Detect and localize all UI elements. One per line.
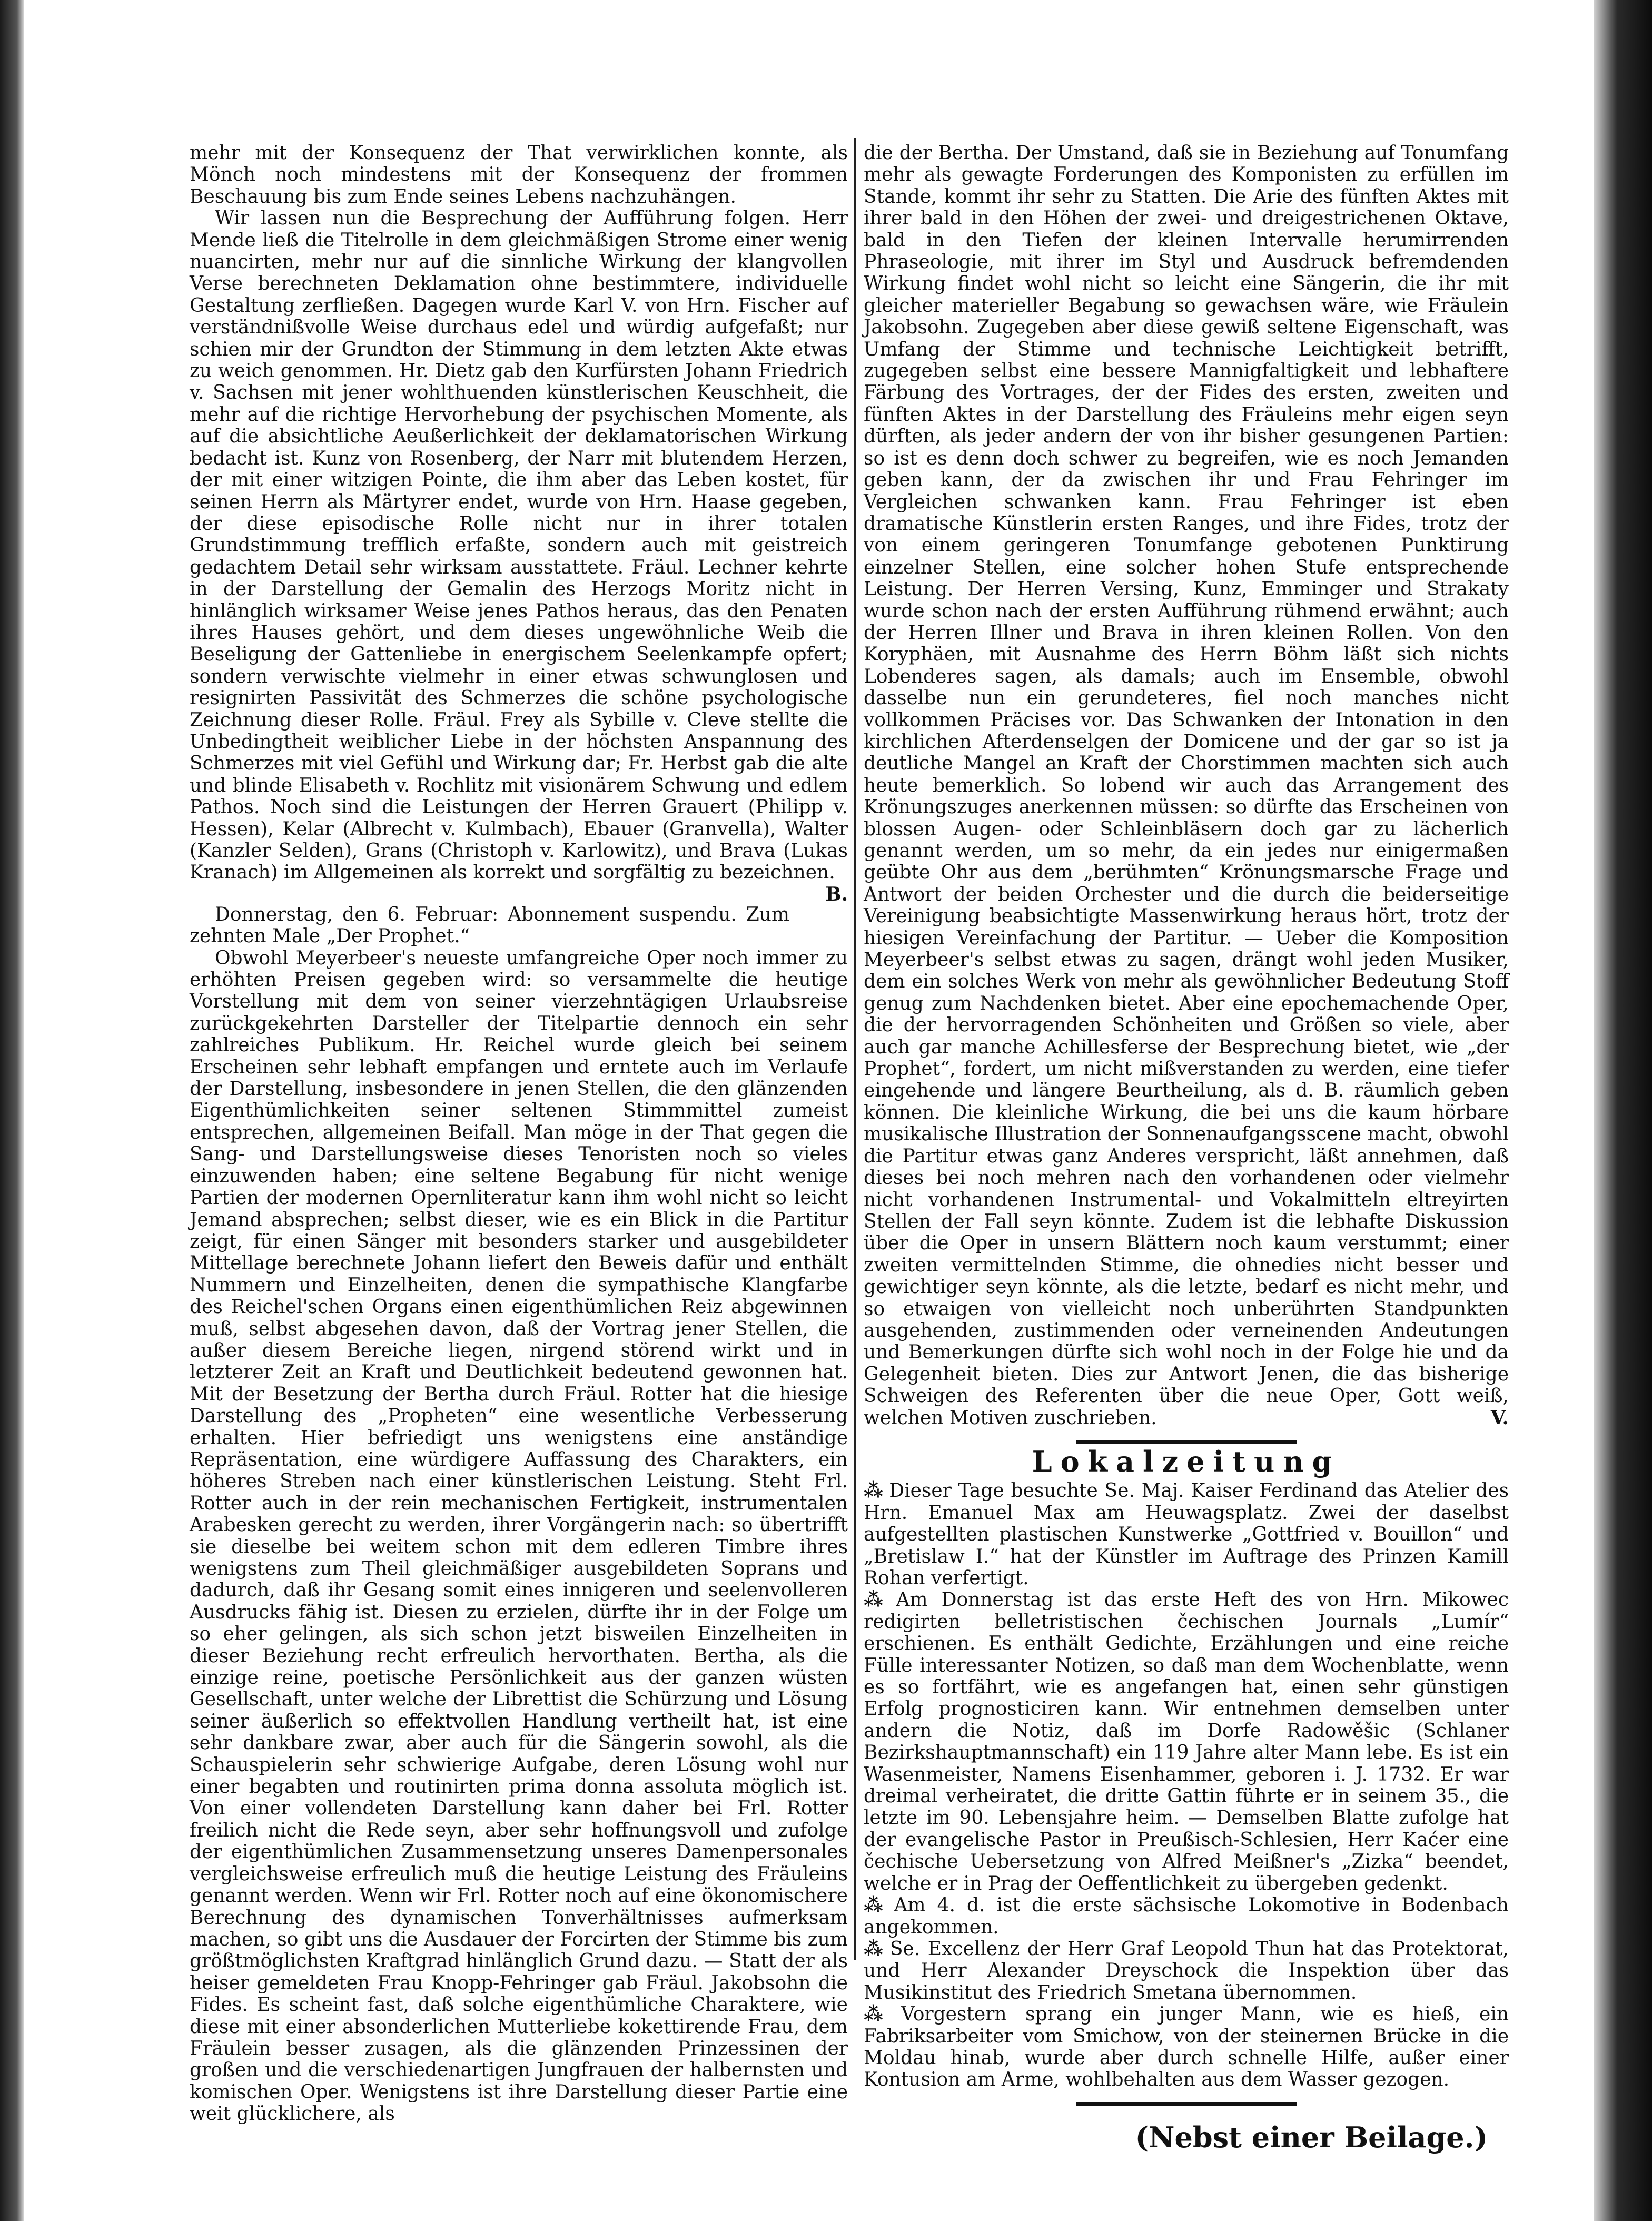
news-item bbox=[864, 1938, 1509, 2003]
column-divider bbox=[854, 138, 856, 1960]
paragraph-text: die der Bertha. Der Umstand, daß sie in Beziehung auf Tonumfang mehr als gewagte Forderungen des Komponisten zu erfüllen im Stande, kommt ihr sehr zu Statten. Die Arie des fünften Aktes mit ihrer bald in den Höhen der zwei- und dreigestrichenen Oktave, bald in den Tiefen der kleinen Intervalle herumirrenden Phraseologie, mit ihrer im Styl und Ausdruck befremdenden Wirkung findet wohl nicht so leicht eine Sängerin, die ihr mit gleicher materieller Begabung so gewachsen wäre, wie Fräulein Jakobsohn. Zugegeben aber diese gewiß seltene Eigenschaft, was Umfang der Stimme und technische Leichtigkeit betrifft, zugegeben selbst eine bessere Mannigfaltigkeit und lebhaftere Färbung des Vortrages, der der Fides des ersten, zweiten und fünften Aktes in der Darstellung des Fräuleins mehr eigen seyn dürften, als jeder andern der von ihr bisher gesungenen Partien: so ist es denn doch schwer zu begreifen, wie es noch Jemanden geben kann, der da zwischen ihr und Frau Fehringer im Vergleichen schwanken kann. Frau Fehringer ist eben dramatische Künstlerin ersten Ranges, und ihre Fides, trotz der von einem geringeren Tonumfange gebotenen Punktirung einzelner Stellen, eine solcher hohen Stufe entsprechende Leistung. Der Herren Versing, Kunz, Emminger und Strakaty wurde schon nach der ersten Aufführung rühmend erwähnt; auch der Herren Illner und Brava in ihren kleinen Rollen. Von den Koryphäen, mit Ausnahme des Herrn Böhm läßt sich nichts Lobenderes sagen, als damals; auch im Ensemble, obwohl dasselbe nun ein gerundeteres, fiel noch manches nicht vollkommen Präcises vor. Das Schwanken der Intonation in den kirchlichen Afterdenselgen der Domicene und der gar so ist ja deutliche Mangel an Kraft der Chorstimmen machten sich auch heute bemerklich. So lobend wir auch das Arrangement des Krönungszuges anerkennen müssen: so dürfte das Erscheinen von blossen Augen- oder Schleinbläsern doch gar zu lächerlich genannt werden, um so mehr, da ein jedes nur einigermaßen geübte Ohr aus dem „berühmten“ Krönungsmarsche Frage und Antwort der beiden Orchester und die durch die beiderseitige Vereinigung beabsichtigte Massenwirkung heraus hört, trotz der hiesigen Vereinfachung der Partitur. — Ueber die Komposition Meyerbeer's selbst etwas zu sagen, drängt wohl jeden Musiker, dem ein solches Werk von mehr als gewöhnlicher Bedeutung Stoff genug zum Nachdenken bietet. Aber eine epochemachende Oper, die der hervorragenden Schönheiten und Größen so viele, aber auch gar manche Achillesferse der Besprechung bietet, wie „der Prophet“, fordert, um nicht mißverstanden zu werden, eine tiefer eingehende und längere Beurtheilung, als d. B. räumlich geben können. Die kleinliche Wirkung, die bei uns die kaum hörbare musikalische Illustration der Sonnenaufgangsscene macht, obwohl die Partitur etwas ganz Anderes verspricht, läßt annehmen, daß dieses bei noch mehren nach den vorhandenen oder vielmehr nicht vorhandenen Instrumental- und Vokalmitteln eltreyirten Stellen der Fall seyn könnte. Zudem ist die lebhafte Diskussion über die Oper in unsern Blättern noch kaum verstummt; einer zweiten vermittelnden Stimme, die ohnedies nicht besser und gewichtiger seyn könnte, als die letzte, bedarf es nicht mehr, und so etwaigen von vielleicht noch unberührten Standpunkten ausgehenden, zustimmenden oder verneinenden Andeutungen und Bemerkungen dürfte sich wohl noch in der Folge hie und da Gelegenheit bieten. Dies zur Antwort Jenen, die das bisherige Schweigen des Referenten über die neue Oper, Gott weiß, welchen Motiven zuschrieben. bbox=[864, 142, 1509, 1429]
bullet-icon: ⁂ bbox=[864, 2003, 896, 2026]
paragraph bbox=[864, 142, 1509, 1429]
author-signature: B. bbox=[825, 883, 848, 905]
section-title: Lokalzeitung bbox=[1032, 1444, 1341, 1478]
section-rule bbox=[1076, 2102, 1297, 2106]
bullet-icon: ⁂ bbox=[864, 1937, 885, 1960]
paragraph: Obwohl Meyerbeer's neueste umfangreiche Oper noch immer zu erhöhten Preisen gegeben wird: so versammelte die heutige Vorstellung mit dem von seiner vierzehntägigen Urlaubsreise zurückgekehrten Darsteller der Titelpartie dennoch ein sehr zahlreiches Publikum. Hr. Reichel wurde gleich bei seinem Erscheinen sehr lebhaft empfangen und erntete auch im Verlaufe der Darstellung, insbesondere in jenen Stellen, die den glänzenden Eigenthümlichkeiten seiner seltenen Stimmmittel zumeist entsprechen, allgemeinen Beifall. Man möge in der That gegen die Sang- und Darstellungsweise dieses Tenoristen noch so vieles einzuwenden haben; eine seltene Begabung für nicht wenige Partien der modernen Opernliteratur kann ihm wohl nicht so leicht Jemand absprechen; selbst dieser, wie es ein Blick in die Partitur zeigt, für einen Sänger mit besonders starker und ausgebildeter Mittellage berechnete Johann liefert den Beweis dafür und enthält Nummern und Einzelheiten, denen die sympathische Klangfarbe des Reichel'schen Organs einen eigenthümlichen Reiz abgewinnen muß, selbst abgesehen davon, daß der Vortrag jener Stellen, die außer diesem Bereiche liegen, nirgend störend wirkt und in letzterer Zeit an Kraft und Deutlichkeit bedeutend gewonnen hat. Mit der Besetzung der Bertha durch Fräul. Rotter hat die hiesige Darstellung des „Propheten“ eine wesentliche Verbesserung erhalten. Hier befriedigt uns wenigstens eine anständige Repräsentation, eine würdigere Auffassung des Charakters, ein höheres Streben nach einer künstlerischen Leistung. Steht Frl. Rotter auch in der rein mechanischen Fertigkeit, instrumentalen Arabesken gerecht zu werden, ihrer Vorgängerin nach: so übertrifft sie dieselbe bei weitem schon mit dem edleren Timbre ihres wenigstens zum Theil gleichmäßiger ausgebildeten Soprans und dadurch, daß ihr Gesang somit eines innigeren und seelenvolleren Ausdrucks fähig ist. Diesen zu erzielen, dürfte ihr in der Folge um so eher gelingen, als sich schon jetzt bisweilen Einzelheiten in dieser Beziehung recht erfreulich hervorthaten. Bertha, als die einzige reine, poetische Persönlichkeit aus der ganzen wüsten Gesellschaft, unter welche der Librettist die Schürzung und Lösung seiner äußerlich so effektvollen Handlung vertheilt hat, ist eine sehr dankbare zwar, aber auch für die Sängerin sowohl, als die Schauspielerin sehr schwierige Aufgabe, deren Lösung wohl nur einer begabten und routinirten prima donna assoluta möglich ist. Von einer vollendeten Darstellung kann daher bei Frl. Rotter freilich nicht die Rede seyn, aber sehr hoffnungsvoll und zufolge der eigenthümlichen Zusammensetzung unseres Damenpersonales vergleichsweise erfreulich muß die heutige Leistung des Fräuleins genannt werden. Wenn wir Frl. Rotter noch auf eine ökonomischere Berechnung des dynamischen Tonverhältnisses aufmerksam machen, so gibt uns die Ausdauer der Forcirten der Stimme bis zum größtmöglichsten Kraftgrad hinlänglich Grund dazu. — Statt der als heiser gemeldeten Frau Knopp-Fehringer gab Fräul. Jakobsohn die Fides. Es scheint fast, daß solche eigenthümliche Charaktere, wie diese mit einer absonderlichen Mutterliebe kokettirende Frau, dem Fräulein besser zusagen, als die glänzenden Prinzessinen der großen und die verschiedenartigen Jungfrauen der halbernsten und komischen Oper. Wenigstens ist ihre Darstellung dieser Partie eine weit glücklichere, als bbox=[190, 947, 848, 2125]
news-item bbox=[864, 1894, 1509, 1938]
left-column bbox=[190, 142, 848, 2125]
scan-edge-left bbox=[0, 0, 24, 2221]
news-item-text: Am 4. d. ist die erste sächsische Lokomotive in Bodenbach angekommen. bbox=[864, 1894, 1509, 1938]
paragraph bbox=[190, 208, 848, 905]
right-column bbox=[864, 142, 1509, 2154]
bullet-icon: ⁂ bbox=[864, 1894, 889, 1917]
news-item bbox=[864, 1589, 1509, 1894]
paragraph-text: Wir lassen nun die Besprechung der Aufführung folgen. Herr Mende ließ die Titelrolle in dem gleichmäßigen Strome einer wenig nuancirten, mehr nur auf die sinnliche Wirkung der klangvollen Verse berechneten Deklamation ohne bestimmtere, individuelle Gestaltung zerfließen. Dagegen wurde Karl V. von Hrn. Fischer auf verständnißvolle Weise durchaus edel und würdig aufgefaßt; nur schien mir der Grundton der Stimmung in dem letzten Akte etwas zu weich genommen. Hr. Dietz gab den Kurfürsten Johann Friedrich v. Sachsen mit jener wohlthuenden künstlerischen Keuschheit, die mehr auf die richtige Hervorhebung der psychischen Momente, als auf die absichtliche Aeußerlichkeit der deklamatorischen Wirkung bedacht ist. Kunz von Rosenberg, der Narr mit blutendem Herzen, der mit einer witzigen Pointe, die ihm aber das Leben kostet, für seinen Herrn als Märtyrer endet, wurde von Hrn. Haase gegeben, der diese episodische Rolle nicht nur in ihrer totalen Grundstimmung trefflich erfaßte, sondern auch mit geistreich gedachtem Detail sehr wirksam ausstattete. Fräul. Lechner kehrte in der Darstellung der Gemalin des Herzogs Moritz nicht in hinlänglich wirksamer Weise jenes Pathos heraus, das den Penaten ihres Hauses gehört, und dem dieses ungewöhnliche Weib die Beseligung der Gattenliebe in energischem Seelenkampfe opfert; sondern verwischte vielmehr in einer etwas schwunglosen und resignirten Passivität des Schmerzes die schöne psychologische Zeichnung dieser Rolle. Fräul. Frey als Sybille v. Cleve stellte die Unbedingtheit weiblicher Liebe in der höchsten Anspannung des Schmerzes mit viel Gefühl und Wirkung dar; Fr. Herbst gab die alte und blinde Elisabeth v. Rochlitz mit visionärem Schwung und edlem Pathos. Noch sind die Leistungen der Herren Grauert (Philipp v. Hessen), Kelar (Albrecht v. Kulmbach), Ebauer (Granvella), Walter (Kanzler Selden), Grans (Christoph v. Karlowitz), und Brava (Lukas Kranach) im Allgemeinen als korrekt und sorgfältig zu bezeichnen. bbox=[190, 208, 848, 884]
news-item bbox=[864, 1480, 1509, 1589]
supplement-note: (Nebst einer Beilage.) bbox=[1135, 2120, 1488, 2154]
scan-edge-right bbox=[1594, 0, 1652, 2221]
news-item-text: Dieser Tage besuchte Se. Maj. Kaiser Ferdinand das Atelier des Hrn. Emanuel Max am Heuwagsplatz. Zwei der daselbst aufgestellten plastischen Kunstwerke „Gottfried v. Bouillon“ und „Bretislaw I.“ hat der Künstler im Auftrage des Prinzen Kamill Rohan verfertigt. bbox=[864, 1480, 1509, 1589]
news-item bbox=[864, 2003, 1509, 2091]
news-item-text: Vorgestern sprang ein junger Mann, wie es hieß, ein Fabriksarbeiter vom Smichow, von der steinernen Brücke in die Moldau hinab, wurde aber durch schnelle Hilfe, außer einer Kontusion am Arme, wohlbehalten aus dem Wasser gezogen. bbox=[864, 2003, 1509, 2091]
bullet-icon: ⁂ bbox=[864, 1479, 884, 1502]
performance-heading: Donnerstag, den 6. Februar: Abonnement suspendu. Zum zehnten Male „Der Prophet.“ bbox=[190, 903, 790, 947]
bullet-icon: ⁂ bbox=[864, 1588, 891, 1611]
paragraph: mehr mit der Konsequenz der That verwirklichen konnte, als Mönch noch mindestens mit der Konsequenz der frommen Beschauung bis zum Ende seines Lebens nachzuhängen. bbox=[190, 142, 848, 208]
news-item-text: Am Donnerstag ist das erste Heft des von Hrn. Mikowec redigirten belletristischen čechischen Journals „Lumír“ erschienen. Es enthält Gedichte, Erzählungen und eine reiche Fülle interessanter Notizen, so daß man dem Wochenblatte, wenn es so fortfährt, wie es angefangen hat, einen sehr günstigen Erfolg prognosticiren kann. Wir entnehmen demselben unter andern die Notiz, daß im Dorfe Radowěšic (Schlaner Bezirkshauptmannschaft) ein 119 Jahre alter Mann lebe. Es ist ein Wasenmeister, Namens Eisenhammer, geboren i. J. 1732. Er war dreimal verheiratet, die dritte Gattin führte er in seinem 35., die letzte im 90. Lebensjahre heim. — Demselben Blatte zufolge hat der evangelische Pastor in Preußisch-Schlesien, Herr Kaćer eine čechische Uebersetzung von Alfred Meißner's „Zizka“ beendet, welche er in Prag der Oeffentlichkeit zu übergeben gedenkt. bbox=[864, 1589, 1509, 1894]
news-item-text: Se. Excellenz der Herr Graf Leopold Thun hat das Protektorat, und Herr Alexander Dreyschock die Inspektion über das Musikinstitut des Friedrich Smetana übernommen. bbox=[864, 1938, 1509, 2003]
section-rule bbox=[1076, 1440, 1297, 1444]
author-signature: V. bbox=[1490, 1406, 1509, 1429]
